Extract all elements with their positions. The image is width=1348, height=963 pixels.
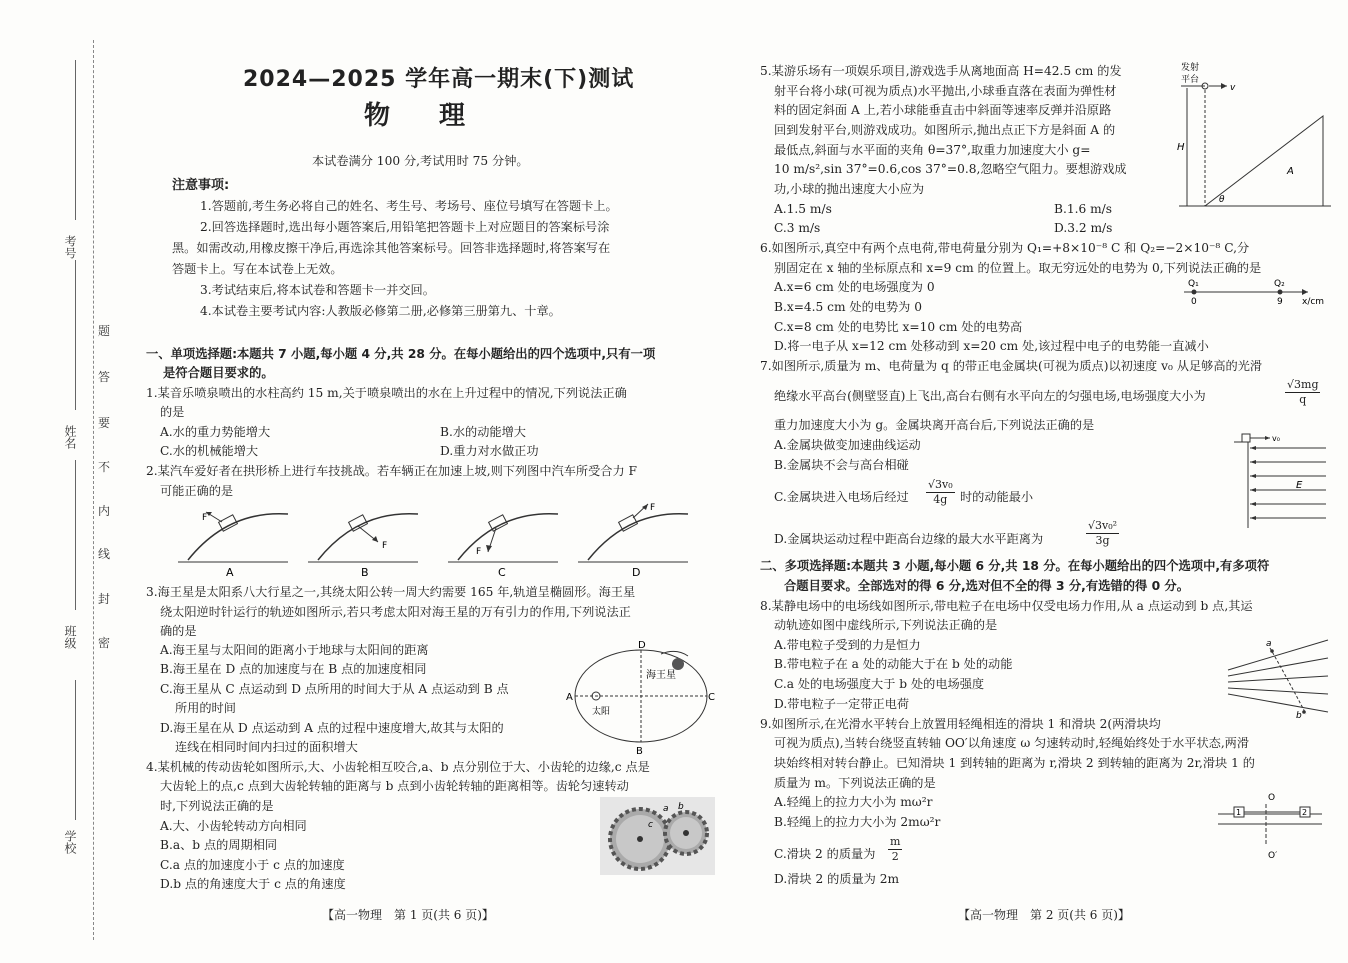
bridge-b bbox=[308, 514, 418, 579]
q5-stem: 射平台将小球(可视为质点)水平抛出,小球垂直落在表面为弹性材 bbox=[774, 84, 1117, 98]
svg-text:v: v bbox=[1230, 83, 1236, 93]
q7-stem: 7.如图所示,质量为 m、电荷量为 q 的带正电金属块(可视为质点)以初速度 v₀ 从足够高的光滑 bbox=[760, 359, 1263, 373]
svg-text:A: A bbox=[226, 566, 234, 579]
q9-c-fraction bbox=[888, 835, 902, 864]
q9-stem: 质量为 m。下列说法正确的是 bbox=[774, 776, 936, 790]
svg-text:Q₂: Q₂ bbox=[1274, 279, 1285, 289]
q3-stem: 绕太阳逆时针运行的轨迹如图所示,若只考虑太阳对海王星的万有引力的作用,下列说法正 bbox=[160, 605, 631, 619]
q3-option-d: 连线在相同时间内扫过的面积增大 bbox=[175, 740, 358, 754]
q4-gear-figure bbox=[600, 797, 715, 875]
q5-stem: 5.某游乐场有一项娱乐项目,游戏选手从离地面高 H=42.5 cm 的发 bbox=[760, 64, 1122, 78]
svg-text:x/cm: x/cm bbox=[1302, 297, 1325, 307]
q6-option-d: D.将一电子从 x=12 cm 处移动到 x=20 cm 处,该过程中电子的电势能一直减小 bbox=[774, 339, 1209, 353]
svg-text:F: F bbox=[382, 541, 388, 551]
svg-text:H: H bbox=[1177, 142, 1185, 153]
q5-stem: 料的固定斜面 A 上,若小球能垂直击中斜面等速率反弹并沿原路 bbox=[774, 103, 1112, 117]
fraction-numerator: √3v₀² bbox=[1088, 519, 1118, 532]
notice-line: 3.考试结束后,将本试卷和答题卡一并交回。 bbox=[200, 283, 435, 297]
q5-option-d: D.3.2 m/s bbox=[1054, 221, 1113, 235]
seal-char: 封 bbox=[98, 592, 111, 606]
q5-option-a: A.1.5 m/s bbox=[774, 202, 832, 216]
q7-stem: 绝缘水平高台(侧壁竖直)上飞出,高台右侧有水平向左的匀强电场,电场强度大小为 bbox=[774, 389, 1206, 403]
class-line bbox=[75, 460, 76, 610]
q9-option-d: D.滑块 2 的质量为 2m bbox=[774, 872, 900, 886]
fraction-denominator: 4g bbox=[933, 493, 948, 506]
svg-text:a: a bbox=[1266, 639, 1272, 649]
q8-option-d: D.带电粒子一定带正电荷 bbox=[774, 697, 910, 711]
fraction-denominator: 3g bbox=[1095, 534, 1110, 547]
q1-option-b: B.水的动能增大 bbox=[440, 425, 526, 439]
q3-option-d: D.海王星在从 D 点运动到 A 点的过程中速度增大,故其与太阳的 bbox=[160, 721, 504, 735]
section2-heading: 合题目要求。全部选对的得 6 分,选对但不全的得 3 分,有选错的得 0 分。 bbox=[784, 579, 1190, 593]
q3-option-c: 所用的时间 bbox=[175, 701, 236, 715]
section1-heading: 一、单项选择题:本题共 7 小题,每小题 4 分,共 28 分。在每小题给出的四个选项中,只有一项 bbox=[146, 347, 656, 361]
q9-stem: 可视为质点),当转台绕竖直转轴 OO′以角速度 ω 匀速转动时,轻绳始终处于水平状态,两滑 bbox=[774, 736, 1250, 750]
q4-stem: 4.某机械的传动齿轮如图所示,大、小齿轮相互咬合,a、b 点分别位于大、小齿轮的边缘,c 点是 bbox=[146, 760, 650, 774]
q7-stem: 重力加速度大小为 g。金属块离开高台后,下列说法正确的是 bbox=[774, 418, 1095, 432]
q2-stem: 2.某汽车爱好者在拱形桥上进行车技挑战。若车辆正在加速上坡,则下列图中汽车所受合力 F bbox=[146, 464, 637, 478]
svg-text:太阳: 太阳 bbox=[592, 707, 611, 717]
q3-stem: 确的是 bbox=[160, 624, 197, 638]
seal-char: 题 bbox=[98, 324, 111, 338]
seal-line bbox=[93, 40, 94, 940]
svg-text:A: A bbox=[1287, 166, 1294, 177]
q7-option-d: D.金属块运动过程中距高台边缘的最大水平距离为 bbox=[774, 532, 1044, 546]
svg-text:θ: θ bbox=[1219, 195, 1225, 205]
section1-heading: 是符合题目要求的。 bbox=[163, 366, 274, 380]
q3-option-a: A.海王星与太阳间的距离小于地球与太阳间的距离 bbox=[160, 643, 429, 657]
svg-text:平台: 平台 bbox=[1181, 75, 1200, 85]
svg-text:B: B bbox=[361, 566, 369, 579]
name-line bbox=[75, 260, 76, 410]
svg-text:1: 1 bbox=[1236, 808, 1242, 817]
q8-option-b: B.带电粒子在 a 处的动能大于在 b 处的动能 bbox=[774, 657, 1013, 671]
svg-text:D: D bbox=[638, 640, 646, 651]
fraction-denominator: 2 bbox=[891, 850, 899, 863]
q3-option-b: B.海王星在 D 点的加速度与在 B 点的加速度相同 bbox=[160, 662, 427, 676]
seal-char: 内 bbox=[98, 504, 111, 518]
q8-stem: 动轨迹如图中虚线所示,下列说法正确的是 bbox=[774, 618, 998, 632]
q4-option-a: A.大、小齿轮转动方向相同 bbox=[160, 819, 307, 833]
q6-stem: 6.如图所示,真空中有两个点电荷,带电荷量分别为 Q₁=+8×10⁻⁸ C 和 Q₂=−2×10⁻⁸ C,分 bbox=[760, 241, 1250, 255]
svg-text:a: a bbox=[663, 804, 669, 814]
svg-text:b: b bbox=[678, 802, 684, 812]
fraction-numerator: √3v₀ bbox=[928, 478, 953, 491]
svg-text:F: F bbox=[476, 547, 482, 557]
q7-figure bbox=[1232, 428, 1332, 528]
exam-info: 本试卷满分 100 分,考试用时 75 分钟。 bbox=[312, 154, 529, 168]
bridge-a bbox=[178, 512, 288, 579]
q3-orbit-figure bbox=[566, 638, 716, 756]
school-line bbox=[75, 680, 76, 820]
q7-option-c-tail: 时的动能最小 bbox=[960, 490, 1034, 504]
svg-text:D: D bbox=[632, 566, 641, 579]
q9-option-a: A.轻绳上的拉力大小为 mω²r bbox=[774, 795, 933, 809]
binding-strip bbox=[0, 0, 140, 963]
q9-option-c: C.滑块 2 的质量为 bbox=[774, 847, 876, 861]
notice-line: 答题卡上。写在本试卷上无效。 bbox=[172, 262, 343, 276]
q3-option-c: C.海王星从 C 点运动到 D 点所用的时间大于从 A 点运动到 B 点 bbox=[160, 682, 509, 696]
q6-option-c: C.x=8 cm 处的电势比 x=10 cm 处的电势高 bbox=[774, 320, 1023, 334]
name-label: 姓名 bbox=[63, 425, 77, 449]
q8-option-a: A.带电粒子受到的力是恒力 bbox=[774, 638, 921, 652]
svg-text:F: F bbox=[650, 503, 656, 513]
q1-option-d: D.重力对水做正功 bbox=[440, 444, 539, 458]
q8-field-figure bbox=[1226, 636, 1332, 722]
svg-text:发射: 发射 bbox=[1181, 63, 1200, 73]
bridge-c bbox=[448, 514, 558, 579]
q6-stem: 别固定在 x 轴的坐标原点和 x=9 cm 的位置上。取无穷远处的电势为 0,下列说法正确的是 bbox=[774, 261, 1262, 275]
bridge-d bbox=[578, 503, 688, 579]
q2-stem: 可能正确的是 bbox=[160, 484, 234, 498]
svg-text:A: A bbox=[566, 692, 573, 703]
q1-option-c: C.水的机械能增大 bbox=[160, 444, 259, 458]
q9-turntable-figure bbox=[1216, 790, 1328, 862]
svg-text:C: C bbox=[498, 566, 506, 579]
class-label: 班级 bbox=[63, 625, 77, 649]
q1-stem: 1.某音乐喷泉喷出的水柱高约 15 m,关于喷泉喷出的水在上升过程中的情况,下列说法正确 bbox=[146, 386, 627, 400]
q5-stem: 10 m/s²,sin 37°=0.6,cos 37°=0.8,忽略空气阻力。要想游戏成 bbox=[774, 162, 1127, 176]
exam-no-line bbox=[75, 60, 76, 220]
fraction-numerator: m bbox=[890, 835, 901, 848]
q4-stem: 大齿轮上的点,c 点到大齿轮转轴的距离与 b 点到小齿轮转轴的距离相等。齿轮匀速转动 bbox=[160, 779, 629, 793]
exam-title: 2024—2025 学年高一期末(下)测试 bbox=[243, 67, 635, 92]
notice-title: 注意事项: bbox=[172, 178, 230, 193]
q7-option-a: A.金属块做变加速曲线运动 bbox=[774, 438, 921, 452]
seal-char: 答 bbox=[98, 370, 111, 384]
q9-stem: 9.如图所示,在光滑水平转台上放置用轻绳相连的滑块 1 和滑块 2(两滑块均 bbox=[760, 717, 1161, 731]
svg-text:O′: O′ bbox=[1268, 851, 1278, 861]
q4-option-b: B.a、b 点的周期相同 bbox=[160, 838, 278, 852]
svg-text:c: c bbox=[648, 820, 653, 830]
q5-stem: 回到发射平台,则游戏成功。如图所示,抛出点正下方是斜面 A 的 bbox=[774, 123, 1116, 137]
q5-stem: 功,小球的抛出速度大小应为 bbox=[774, 182, 925, 196]
q1-option-a: A.水的重力势能增大 bbox=[160, 425, 271, 439]
notice-line: 1.答题前,考生务必将自己的姓名、考生号、考场号、座位号填写在答题卡上。 bbox=[200, 199, 618, 213]
q5-option-b: B.1.6 m/s bbox=[1054, 202, 1113, 216]
q4-stem: 时,下列说法正确的是 bbox=[160, 799, 274, 813]
notice-line: 黑。如需改动,用橡皮擦干净后,再选涂其他答案标号。回答非选择题时,将答案写在 bbox=[172, 241, 611, 255]
svg-text:Q₁: Q₁ bbox=[1188, 279, 1199, 289]
q5-option-c: C.3 m/s bbox=[774, 221, 821, 235]
svg-text:b: b bbox=[1296, 711, 1302, 721]
svg-text:v₀: v₀ bbox=[1272, 434, 1280, 443]
q4-option-d: D.b 点的角速度大于 c 点的角速度 bbox=[160, 877, 346, 891]
q7-d-fraction bbox=[1086, 519, 1119, 548]
svg-text:9: 9 bbox=[1277, 297, 1283, 307]
fraction-denominator: q bbox=[1299, 393, 1307, 406]
svg-text:B: B bbox=[636, 746, 643, 756]
notice-line: 4.本试卷主要考试内容:人教版必修第二册,必修第三册第九、十章。 bbox=[200, 304, 561, 318]
seal-char: 密 bbox=[98, 636, 111, 650]
seal-char: 线 bbox=[98, 547, 111, 561]
q9-stem: 块始终相对转台静止。已知滑块 1 到转轴的距离为 r,滑块 2 到转轴的距离为 2r,滑块 1 的 bbox=[774, 756, 1255, 770]
q2-figure bbox=[178, 500, 698, 582]
q4-option-c: C.a 点的加速度小于 c 点的加速度 bbox=[160, 858, 345, 872]
exam-no-label: 考号 bbox=[63, 235, 77, 259]
seal-char: 不 bbox=[98, 460, 111, 474]
fraction-numerator: √3mg bbox=[1287, 378, 1319, 391]
q7-c-fraction bbox=[926, 478, 955, 507]
q8-option-c: C.a 处的电场强度大于 b 处的电场强度 bbox=[774, 677, 985, 691]
page-footer-right: 【高一物理 第 2 页(共 6 页)】 bbox=[958, 908, 1130, 922]
q6-axis-figure bbox=[1180, 276, 1330, 308]
svg-text:2: 2 bbox=[1302, 808, 1308, 817]
section2-heading: 二、多项选择题:本题共 3 小题,每小题 6 分,共 18 分。在每小题给出的四个选项中,有多项符 bbox=[760, 559, 1270, 573]
svg-text:E: E bbox=[1296, 480, 1303, 491]
q5-figure bbox=[1175, 60, 1335, 212]
q9-option-b: B.轻绳上的拉力大小为 2mω²r bbox=[774, 815, 941, 829]
q7-option-b: B.金属块不会与高台相碰 bbox=[774, 458, 909, 472]
q5-stem: 最低点,斜面与水平面的夹角 θ=37°,取重力加速度大小 g= bbox=[774, 143, 1091, 157]
seal-char: 要 bbox=[98, 416, 111, 430]
page-footer-left: 【高一物理 第 1 页(共 6 页)】 bbox=[322, 908, 494, 922]
q6-option-b: B.x=4.5 cm 处的电势为 0 bbox=[774, 300, 922, 314]
svg-text:F: F bbox=[202, 513, 208, 523]
q7-field-fraction bbox=[1285, 378, 1320, 407]
q8-stem: 8.某静电场中的电场线如图所示,带电粒子在电场中仅受电场力作用,从 a 点运动到 b 点,其运 bbox=[760, 599, 1253, 613]
q1-stem: 的是 bbox=[160, 405, 185, 419]
notice-line: 2.回答选择题时,选出每小题答案后,用铅笔把答题卡上对应题目的答案标号涂 bbox=[200, 220, 610, 234]
svg-text:0: 0 bbox=[1191, 297, 1197, 307]
school-label: 学校 bbox=[63, 830, 77, 854]
svg-text:O: O bbox=[1268, 793, 1276, 803]
q6-option-a: A.x=6 cm 处的电场强度为 0 bbox=[774, 280, 935, 294]
q3-stem: 3.海王星是太阳系八大行星之一,其绕太阳公转一周大约需要 165 年,轨道呈椭圆形。海王星 bbox=[146, 585, 636, 599]
svg-text:海王星: 海王星 bbox=[646, 670, 676, 681]
q7-option-c: C.金属块进入电场后经过 bbox=[774, 490, 909, 504]
subject-title: 物 理 bbox=[364, 101, 486, 131]
svg-text:C: C bbox=[708, 692, 715, 703]
